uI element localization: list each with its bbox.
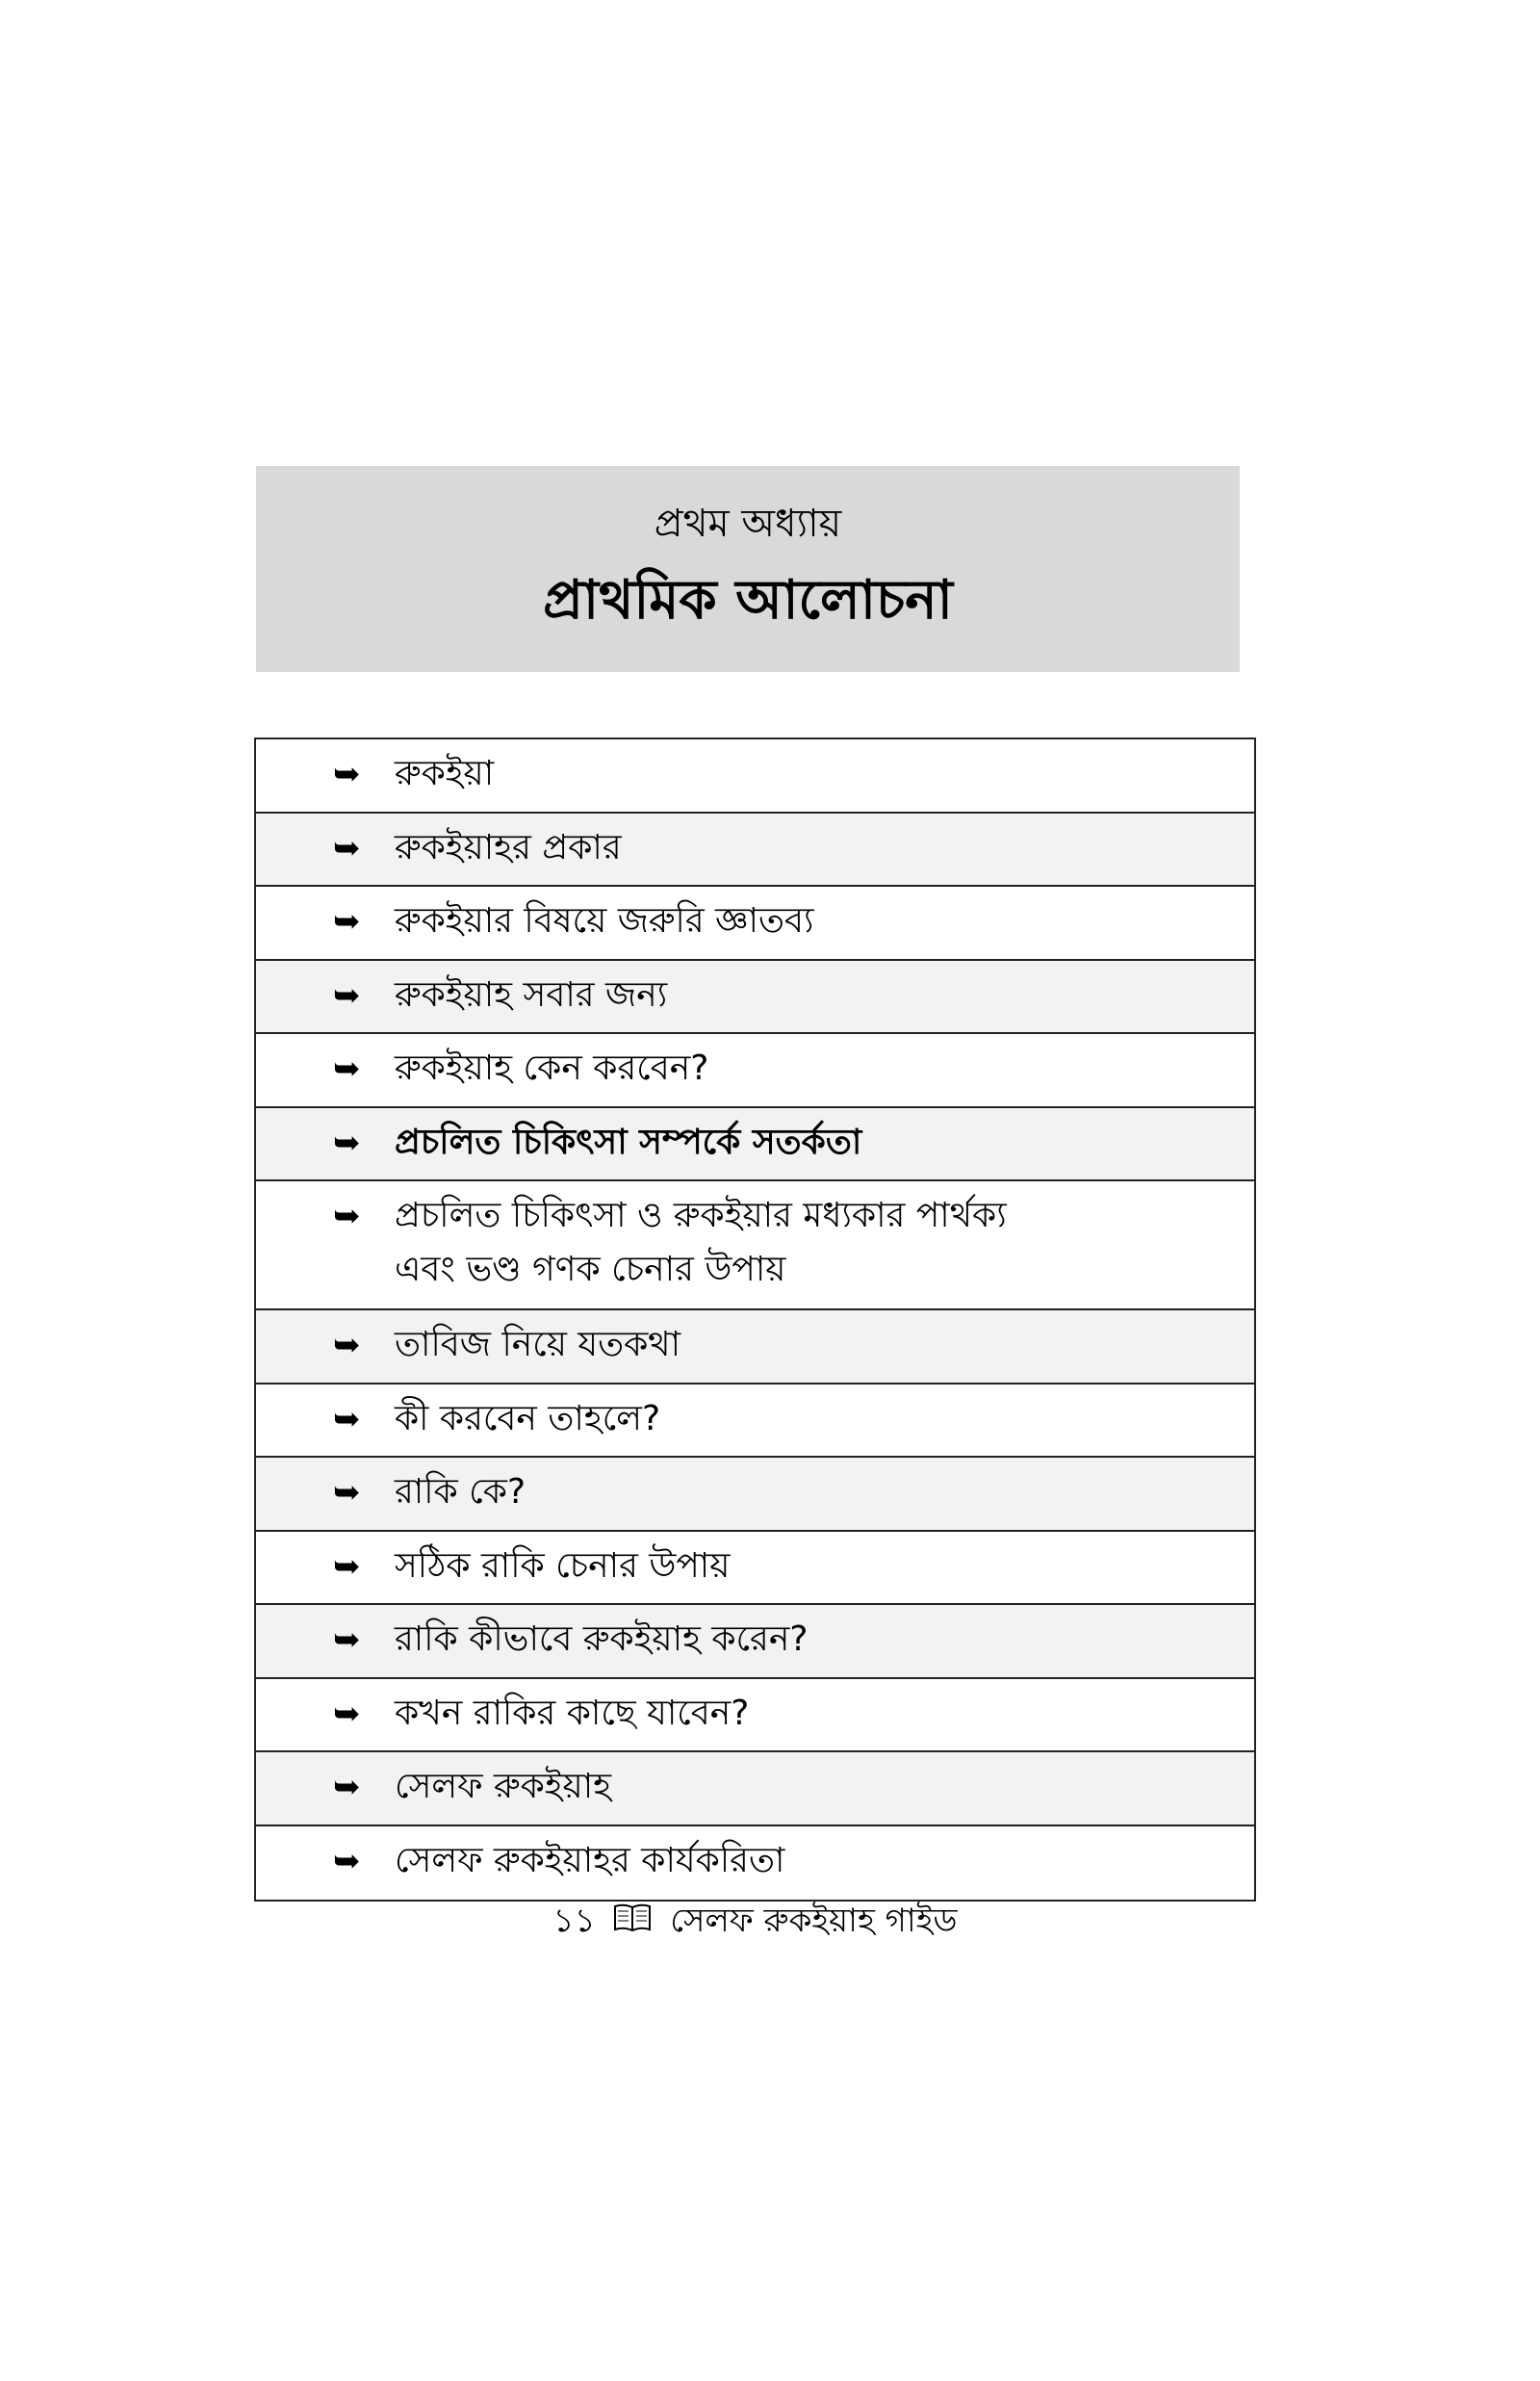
topic-line: কখন রাকির কাছে যাবেন? [395, 1693, 750, 1733]
topic-item [256, 1385, 1254, 1459]
topic-text [395, 1116, 861, 1170]
arrow-icon: ➥ [333, 755, 361, 793]
arrow-icon: ➥ [333, 1768, 361, 1806]
arrow-icon: ➥ [333, 975, 361, 1015]
topic-text [395, 1834, 784, 1888]
arrow-icon: ➥ [333, 1399, 361, 1438]
topic-line: রাকি কীভাবে রুকইয়াহ করেন? [395, 1619, 808, 1659]
arrow-icon: ➥ [333, 1197, 361, 1235]
arrow-icon: ➥ [333, 1326, 361, 1364]
chapter-header [256, 466, 1240, 672]
book-title: সেলফ রুকইয়াহ গাইড [670, 1902, 958, 1940]
topic-line: সেলফ রুকইয়াহ [395, 1767, 612, 1806]
arrow-icon: ➥ [333, 1620, 361, 1659]
topic-text [395, 1613, 808, 1667]
topic-text [395, 894, 813, 948]
arrow-icon: ➥ [333, 1546, 361, 1586]
topic-item [256, 1181, 1254, 1310]
topic-item [256, 739, 1254, 814]
open-book-icon [613, 1901, 652, 1945]
topic-list [254, 738, 1256, 1902]
topic-line: কী করবেন তাহলে? [395, 1398, 661, 1438]
topic-text [395, 1318, 680, 1372]
topic-line: রুকইয়াহ কেন করবেন? [395, 1048, 709, 1088]
topic-line: সেলফ রুকইয়াহর কার্যকরিতা [395, 1840, 785, 1880]
topic-item [256, 1752, 1254, 1826]
topic-item [256, 1458, 1254, 1532]
topic-text [395, 1760, 611, 1814]
page-number: ১১ [552, 1902, 596, 1940]
topic-item [256, 961, 1254, 1035]
chapter-title: প্রাথমিক আলোচনা [543, 569, 953, 632]
topic-text [395, 1687, 749, 1741]
topic-line: প্রচলিত চিকিৎসা ও রুকইয়ার মধ্যকার পার্থক্য [395, 1196, 1007, 1235]
topic-item [256, 1679, 1254, 1753]
arrow-icon: ➥ [333, 1694, 361, 1733]
topic-text [395, 1189, 1007, 1297]
topic-text [395, 1042, 708, 1096]
topic-item [256, 1310, 1254, 1385]
topic-text [395, 969, 667, 1022]
topic-item [256, 1532, 1254, 1606]
topic-line: তাবিজ নিয়ে যতকথা [395, 1325, 681, 1364]
topic-item [256, 1605, 1254, 1679]
topic-line: রুকইয়াহর প্রকার [395, 827, 622, 867]
topic-line: এবং ভণ্ড গণক চেনার উপায় [395, 1250, 786, 1289]
arrow-icon: ➥ [333, 1123, 361, 1162]
chapter-number: প্রথম অধ্যায় [654, 502, 842, 546]
topic-item [256, 1034, 1254, 1108]
topic-line: রুকইয়াহ সবার জন্য [395, 974, 668, 1015]
arrow-icon: ➥ [333, 828, 361, 867]
topic-text [395, 1465, 526, 1519]
topic-line: সঠিক রাকি চেনার উপায় [395, 1545, 731, 1586]
page-footer [254, 1899, 1256, 1945]
topic-text [395, 747, 494, 801]
arrow-icon: ➥ [333, 902, 361, 941]
arrow-icon: ➥ [333, 1841, 361, 1880]
topic-line: রুকইয়ার বিষয়ে জরুরি জ্ঞাতব্য [395, 901, 814, 941]
topic-line: প্রচলিত চিকিৎসা সম্পর্কে সতর্কতা [395, 1122, 862, 1162]
topic-line: রাকি কে? [395, 1472, 526, 1512]
arrow-icon: ➥ [333, 1049, 361, 1088]
topic-item [256, 1826, 1254, 1901]
topic-line: রুকইয়া [395, 754, 495, 793]
topic-text [395, 821, 622, 875]
topic-text [395, 1392, 660, 1446]
topic-item [256, 1108, 1254, 1182]
topic-item [256, 814, 1254, 888]
topic-text [395, 1540, 730, 1593]
topic-item [256, 887, 1254, 961]
arrow-icon: ➥ [333, 1473, 361, 1512]
